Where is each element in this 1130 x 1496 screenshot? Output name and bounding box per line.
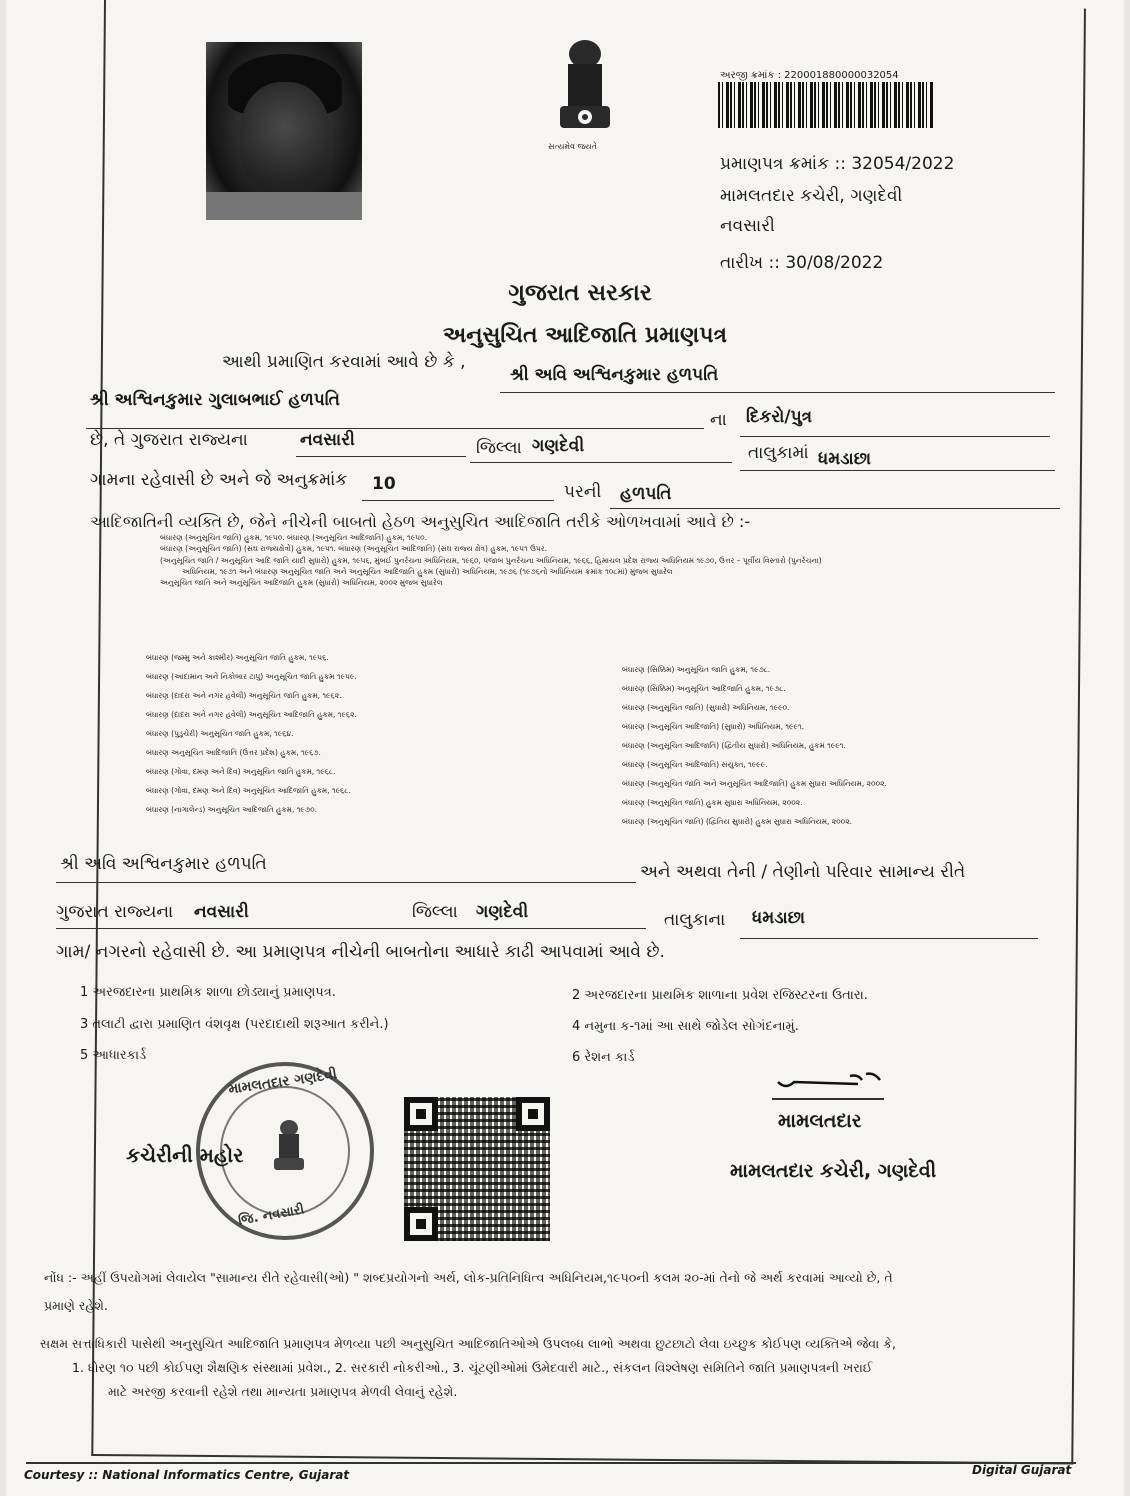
constitution-orders-paragraph — [160, 532, 1040, 588]
barcode — [718, 82, 934, 128]
national-emblem-icon — [540, 36, 630, 156]
emblem-icon — [266, 1118, 312, 1178]
list-item: બંધારણ (અનુસૂચિત જાતિ) (સુધારો) અધિનિયમ, ૧૯૯૦. — [622, 703, 790, 712]
note-residence-end: પ્રમાણે રહેશે. — [44, 1298, 108, 1313]
order-line: અધિનિયમ, ૧૯૭૧ અને બંધારણ અનુસૂચિત જાતિ અને અનુસૂચિત આદિજાતિ હુકમ (સુધારો) અધિનિયમ, ૧૯૭૬ (૧૯૭૬નો અધિનિયમ ક્રમાંક ૧૦૮માં) મુજબ સુધારેલ — [182, 566, 673, 576]
list-item: બંધારણ (પુડુચેરી) અનુસૂચિત જાતિ હુકમ, ૧૯૬૪. — [146, 729, 294, 738]
issuing-office: મામલતદાર કચેરી, ગણદેવી — [720, 186, 903, 206]
taluka-value: ગણદેવી — [532, 436, 585, 456]
basis-text: ગામ/ નગરનો રહેવાસી છે. આ પ્રમાણપત્ર નીચેની બાબતોના આધારે કાઢી આપવામાં આવે છે. — [56, 942, 665, 962]
taluka-label-2: તાલુકાના — [664, 910, 726, 930]
village-value: ધમડાછા — [818, 449, 872, 469]
order-line: બંધારણ (અનુસૂચિત જાતિ) હુકમ, ૧૯૫૦. બંધારણ (અનુસૂચિત આદિજાતિ) હુકમ, ૧૯૫૦. — [160, 533, 427, 542]
document-item: 6 રેશન કાર્ડ — [572, 1050, 635, 1065]
list-item: બંધારણ (સિક્કિમ) અનુસૂચિત જાતિ હુકમ, ૧૯૭૮. — [622, 665, 771, 674]
list-item: બંધારણ (આંદામાન અને નિકોબાર ટાપુ) અનુસૂચિત જાતિ હુકમ ૧૯૫૯. — [146, 672, 357, 681]
list-item: બંધારણ (ગોવા, દમણ અને દિવ) અનુસૂચિત જાતિ હુકમ, ૧૯૬૮. — [146, 767, 336, 776]
list-item: બંધારણ (નાગાલેન્ડ) અનુસૂચિત આદિજાતિ હુકમ, ૧૯૭૦. — [146, 805, 317, 814]
applicant-name: શ્રી અવિ અશ્વિનકુમાર હળપતિ — [510, 365, 719, 385]
government-title: ગુજરાત સરકાર — [508, 280, 652, 306]
certify-intro: આથી પ્રમાણિત કરવામાં આવે છે કે , — [222, 352, 466, 372]
list-item: બંધારણ (સિક્કિમ) અનુસૂચિત આદિજાતિ હુકમ, ૧૯૭૮. — [622, 684, 786, 693]
district-label-2: જિલ્લા — [412, 902, 458, 922]
state-prefix: છે, તે ગુજરાત રાજ્યના — [90, 430, 248, 450]
document-item: 1 અરજદારના પ્રાથમિક શાળા છોડ્યાનું પ્રમાણપત્ર. — [80, 985, 336, 1000]
office-seal-label: કચેરીની મહોર — [126, 1143, 244, 1167]
taluka-label: તાલુકામાં — [748, 443, 809, 463]
document-item: 3 તલાટી દ્વારા પ્રમાણિત વંશવૃક્ષ (પરદાદાથી શરૂઆત કરીને.) — [80, 1017, 389, 1032]
issue-date: તારીખ :: 30/08/2022 — [720, 253, 884, 273]
list-item: બંધારણ (દાદરા અને નગર હવેલી) અનુસૂચિત આદિજાતિ હુકમ, ૧૯૬૨. — [146, 710, 357, 719]
signatory-office: મામલતદાર કચેરી, ગણદેવી — [730, 1160, 937, 1182]
document-item: 2 અરજદારના પ્રાથમિક શાળાના પ્રવેશ રજિસ્ટરના ઉતારા. — [572, 988, 868, 1003]
document-item: 4 નમુના ક-૧માં આ સાથે જોડેલ સોગંદનામું. — [572, 1019, 799, 1034]
list-item: બંધારણ (અનુસૂચિત આદિજાતિ) (દ્વિતીય સુધારો) અધિનિયમ, હુકમ ૧૯૯૧. — [622, 741, 846, 750]
applicant-name-repeat: શ્રી અવિ અશ્વિનકુમાર હળપતિ — [60, 854, 267, 874]
list-item: બંધારણ (અનુસૂચિત જાતિ અને અનુસૂચિત આદિજાતિ) હુકમ સુધારા અધિનિયમ, ૨૦૦૨. — [622, 779, 887, 788]
tribe-name: હળપતિ — [620, 484, 672, 504]
na-label: ના — [710, 410, 727, 430]
district-value-2: નવસારી — [194, 902, 249, 922]
note-residence: નોંધ :- અહીં ઉપયોગમાં લેવાયેલ "સામાન્ય રીતે રહેવાસી(ઓ) " શબ્દપ્રયોગનો અર્થ, લોક-પ્રતિનિધિત્વ અધિનિયમ,૧૯૫૦ની કલમ ૨૦-માં તેનો જે અર્થ કરવામાં આવ્યો છે, તે — [44, 1270, 893, 1285]
district-value: નવસારી — [300, 430, 355, 450]
order-line: અનુસૂચિત જાતિ અને અનુસૂચિત આદિજાતિ હુકમ (સુધારો) અધિનિયમ, ૨૦૦૨ મુજબ સુધારેલ — [160, 578, 443, 587]
seal-ring-bottom: જિ. નવસારી — [237, 1202, 306, 1229]
signature-mark — [776, 1068, 886, 1096]
list-item: બંધારણ (અનુસૂચિત જાતિ) હુકમ સુધારા અધિનિયમ, ૨૦૦૨. — [622, 798, 803, 807]
list-item: બંધારણ (ગોવા, દમણ અને દિવ) અનુસૂચિત આદિજાતિ હુકમ, ૧૯૬૮. — [146, 786, 351, 795]
note-benefits-list: 1. ધોરણ ૧૦ પછી કોઈપણ શૈક્ષણિક સંસ્થામાં પ્રવેશ., 2. સરકારી નોકરીઓ., 3. ચૂંટણીઓમાં ઉમેદવારી માટે., સંકલન વિશ્લેષણ સમિતિને જાતિ પ્રમાણપત્રની ખરાઈ — [72, 1360, 873, 1375]
certificate-title: અનુસુચિત આદિજાતિ પ્રમાણપત્ર — [442, 323, 728, 348]
orders-list-right — [622, 660, 982, 831]
list-item: બંધારણ (દાદરા અને નગર હવેલી) અનુસૂચિત જાતિ હુકમ, ૧૯૬૨. — [146, 691, 342, 700]
district-label: જિલ્લા — [476, 438, 522, 458]
list-item: બંધારણ અનુસૂચિત આદિજાતિ (ઉત્તર પ્રદેશ) હુકમ, ૧૯૬૭. — [146, 748, 321, 757]
list-item: બંધારણ (અનુસૂચિત આદિજાતિ) (સુધારો) અધિનિયમ, ૧૯૯૧. — [622, 722, 804, 731]
family-text: અને અથવા તેની / તેણીનો પરિવાર સામાન્ય રીતે — [640, 862, 966, 882]
document-item: 5 આધારકાર્ડ — [80, 1048, 147, 1063]
application-number: અરજી ક્રમાંક : 220001880000032054 — [720, 70, 899, 81]
note-benefits-end: માટે અરજી કરવાની રહેશે તથા માન્યતા પ્રમાણપત્ર મેળવી લેવાનું રહેશે. — [108, 1384, 458, 1399]
orders-list-left — [146, 648, 476, 819]
par-label: પરની — [564, 482, 602, 502]
list-item: બંધારણ (અનુસૂચિત આદિજાતિ) સંયુક્ત, ૧૯૯૯. — [622, 760, 768, 769]
list-item: બંધારણ (જમ્મુ અને કાશ્મીર) અનુસૂચિત જાતિ હુકમ, ૧૯૫૬. — [146, 653, 329, 662]
footer-brand: Digital Gujarat — [972, 1463, 1072, 1477]
issuing-district: નવસારી — [720, 216, 775, 236]
taluka-value-2: ગણદેવી — [476, 902, 529, 922]
order-line: (અનુસૂચિત જાતિ / અનુસૂચિત આદિ જાતિ યાદી સુધારો) હુકમ, ૧૯૫૬, મુંબઈ પુનર્રચના અધિનિયમ, ૧૯૬૦, પંજાબ પુનર્રચના અધિનિયમ, ૧૯૬૬, હિમાચલ પ્રદેશ રાજ્ય અધિનિયમ ૧૯૭૦, ઉત્તર – પૂર્વીય વિસ્તારો (પુનર્રચના) — [160, 555, 822, 565]
parent-name: શ્રી અશ્વિનકુમાર ગુલાબભાઈ હળપતિ — [90, 390, 340, 410]
relation: દિકરો/પુત્ર — [746, 407, 813, 427]
note-benefits: સક્ષમ સત્તાધિકારી પાસેથી અનુસુચિત આદિજાતિ પ્રમાણપત્ર મેળવ્યા પછી અનુસુચિત આદિજાતિઓએ ઉપલબ્ધ લાભો અથવા છુટછાટો લેવા ઇચ્છુક કોઈપણ વ્યક્તિએ જેવા કે, — [40, 1336, 896, 1351]
footer-courtesy: Courtesy :: National Informatics Centre, Gujarat — [24, 1468, 350, 1482]
emblem-caption: સત્યમેવ જયતે — [548, 142, 597, 151]
village-value-2: ધમડાછા — [752, 908, 806, 928]
tribe-text: આદિજાતિની વ્યક્તિ છે, જેને નીચેની બાબતો હેઠળ અનુસુચિત આદિજાતિ તરીકે ઓળખવામાં આવે છે :- — [90, 512, 751, 531]
seal-ring-top: મામલતદાર ગણદેવી — [227, 1066, 339, 1098]
signatory-title: મામલતદાર — [778, 1110, 862, 1132]
resident-text: ગામના રહેવાસી છે અને જે અનુક્રમાંક — [90, 470, 348, 490]
serial-number: 10 — [372, 474, 396, 494]
order-line: બંધારણ (અનુસૂચિત જાતિ) (સંઘ રાજ્યક્ષેત્રો) હુકમ, ૧૯૫૧. બંધારણ (અનુસૂચિત આદિજાતિ) (સંઘ રાજ્ય ક્ષેત્ર) હુકમ, ૧૯૫૧ ઉપર. — [160, 544, 547, 554]
state-text-2: ગુજરાત રાજ્યના — [56, 902, 174, 922]
certificate-number: પ્રમાણપત્ર ક્રમાંક :: 32054/2022 — [720, 154, 955, 174]
qr-code — [404, 1097, 550, 1241]
list-item: બંધારણ (અનુસૂચિત જાતિ) (દ્વિતિય સુધારો) હુકમ સુધારા અધિનિયમ, ૨૦૦૨. — [622, 817, 852, 826]
applicant-photo — [206, 42, 362, 220]
